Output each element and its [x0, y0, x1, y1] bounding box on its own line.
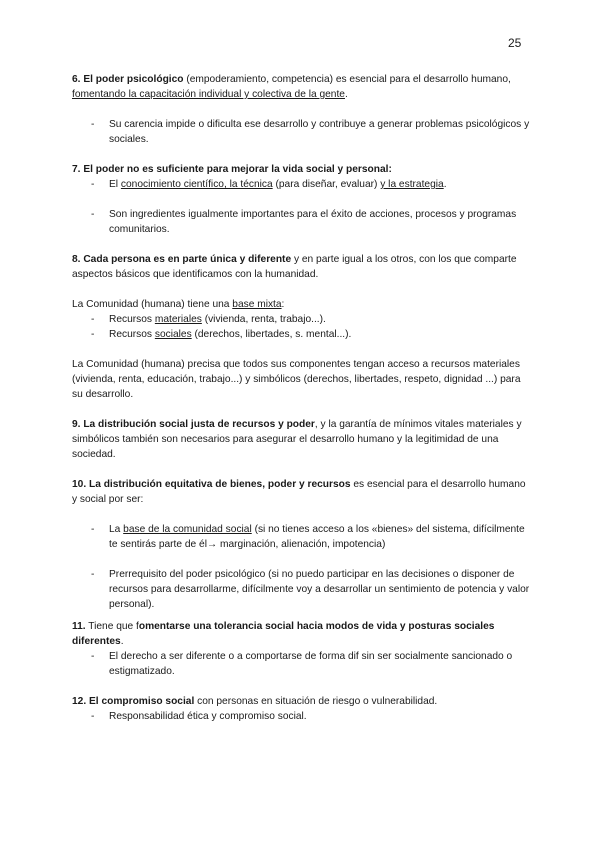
- point-11-text: Tiene que f: [85, 621, 139, 632]
- point-8-title: 8. Cada persona es en parte única y diferente: [72, 254, 292, 265]
- point-6-title: 6. El poder psicológico: [72, 74, 184, 85]
- point-6-bullets: [72, 117, 532, 147]
- point-8-b2-underlined: sociales: [154, 329, 192, 340]
- point-7-bullet-1: [72, 177, 532, 192]
- point-11-number: 11.: [72, 621, 86, 632]
- point-10: [72, 477, 532, 507]
- point-8-text: y en parte igual a los otros, con los que comparte aspectos básicos que identificamos con la humanidad.: [72, 254, 517, 280]
- point-11-period: .: [120, 636, 124, 647]
- point-6-period: .: [344, 89, 348, 100]
- point-8-b2-text2: (derechos, libertades, s. mental...).: [191, 329, 352, 340]
- point-8-b2-text: Recursos: [109, 329, 155, 340]
- point-11-bullets: [72, 649, 532, 679]
- point-8-b1-text2: (vivienda, renta, trabajo...).: [201, 314, 326, 325]
- point-8-bullet-1: [72, 312, 532, 327]
- point-7-b1-text: El: [109, 179, 121, 190]
- point-7-b1-underlined: conocimiento científico, la técnica: [120, 179, 273, 190]
- point-8-bullet-2: [72, 327, 532, 342]
- point-8-mix-underlined: base mixta: [232, 299, 282, 310]
- point-10-bullets: [72, 522, 532, 612]
- point-6-bullet: - Su carencia impide o dificulta ese desarrollo y contribuye a generar problemas psicológicos y sociales.: [72, 117, 532, 147]
- point-8-bullets: [72, 312, 532, 342]
- point-10-bullet-1: [72, 522, 532, 552]
- point-6-text: (empoderamiento, competencia) es esencial para el desarrollo humano,: [183, 74, 511, 85]
- point-10-bullet-2: - Prerrequisito del poder psicológico (si no puedo participar en las decisiones o disponer de recursos para desarrollarme, difícilmente voy a desarrollar un sentimiento de potencia y valor personal).: [72, 567, 532, 612]
- point-10-b1-underlined: base de la comunidad social: [123, 524, 252, 535]
- point-8-paragraph: La Comunidad (humana) precisa que todos sus componentes tengan acceso a recursos materiales (vivienda, renta, educación, trabajo...) y simbólicos (derechos, libertades, respeto, dignidad ...) para su desarrollo.: [72, 359, 521, 400]
- point-7-bullet-2: - Son ingredientes igualmente importantes para el éxito de acciones, procesos y programas comunitarios.: [72, 207, 532, 237]
- point-8-b1-underlined: materiales: [154, 314, 202, 325]
- spacer: [72, 552, 532, 567]
- point-11-bullet: - El derecho a ser diferente o a comportarse de forma dif sin ser socialmente sancionado o estigmatizado.: [72, 649, 532, 679]
- point-8-mix-text: La Comunidad (humana) tiene una: [72, 299, 233, 310]
- spacer: [72, 192, 532, 207]
- point-9-title: 9. La distribución social justa de recursos y poder: [72, 419, 315, 430]
- point-9-text: , y la garantía de mínimos vitales materiales y simbólicos también son necesarios para asegurar el desarrollo humano y la legitimidad de una sociedad.: [72, 419, 522, 460]
- point-12-text: con personas en situación de riesgo o vulnerabilidad.: [194, 696, 438, 707]
- point-11-title: omentarse una tolerancia social hacia modos de vida y posturas sociales diferentes: [72, 621, 495, 647]
- point-9: [72, 417, 532, 462]
- point-10-text: es esencial para el desarrollo humano y social por ser:: [72, 479, 526, 505]
- point-10-b1-text: La: [109, 524, 124, 535]
- page-number: 25: [508, 36, 522, 50]
- point-6: [72, 72, 532, 102]
- point-12-bullet: - Responsabilidad ética y compromiso social.: [72, 709, 532, 724]
- point-7: [72, 162, 532, 177]
- point-6-underlined: fomentando la capacitación individual y colectiva de la gente: [72, 89, 345, 100]
- point-12: [72, 694, 532, 709]
- point-10-title: 10. La distribución equitativa de bienes, poder y recursos: [72, 479, 351, 490]
- point-8-mix-colon: :: [281, 299, 285, 310]
- point-7-bullets: [72, 177, 532, 237]
- point-7-b1-period: .: [443, 179, 447, 190]
- point-8: [72, 252, 532, 282]
- point-10-b1-text2: (si no tienes acceso a los «bienes» del sistema, difícilmente te sentirás parte de él→ marginación, alienación, impotencia): [109, 524, 525, 550]
- point-7-b1-underlined2: y la estrategia: [380, 179, 444, 190]
- point-12-bullets: [72, 709, 532, 724]
- point-11: [72, 619, 532, 649]
- point-8-b1-text: Recursos: [109, 314, 155, 325]
- point-12-title: 12. El compromiso social: [72, 696, 195, 707]
- point-7-title: 7. El poder no es suficiente para mejorar la vida social y personal:: [72, 164, 392, 175]
- point-8-mix: [72, 297, 532, 312]
- page-content: [72, 72, 532, 724]
- point-7-b1-text2: (para diseñar, evaluar): [272, 179, 381, 190]
